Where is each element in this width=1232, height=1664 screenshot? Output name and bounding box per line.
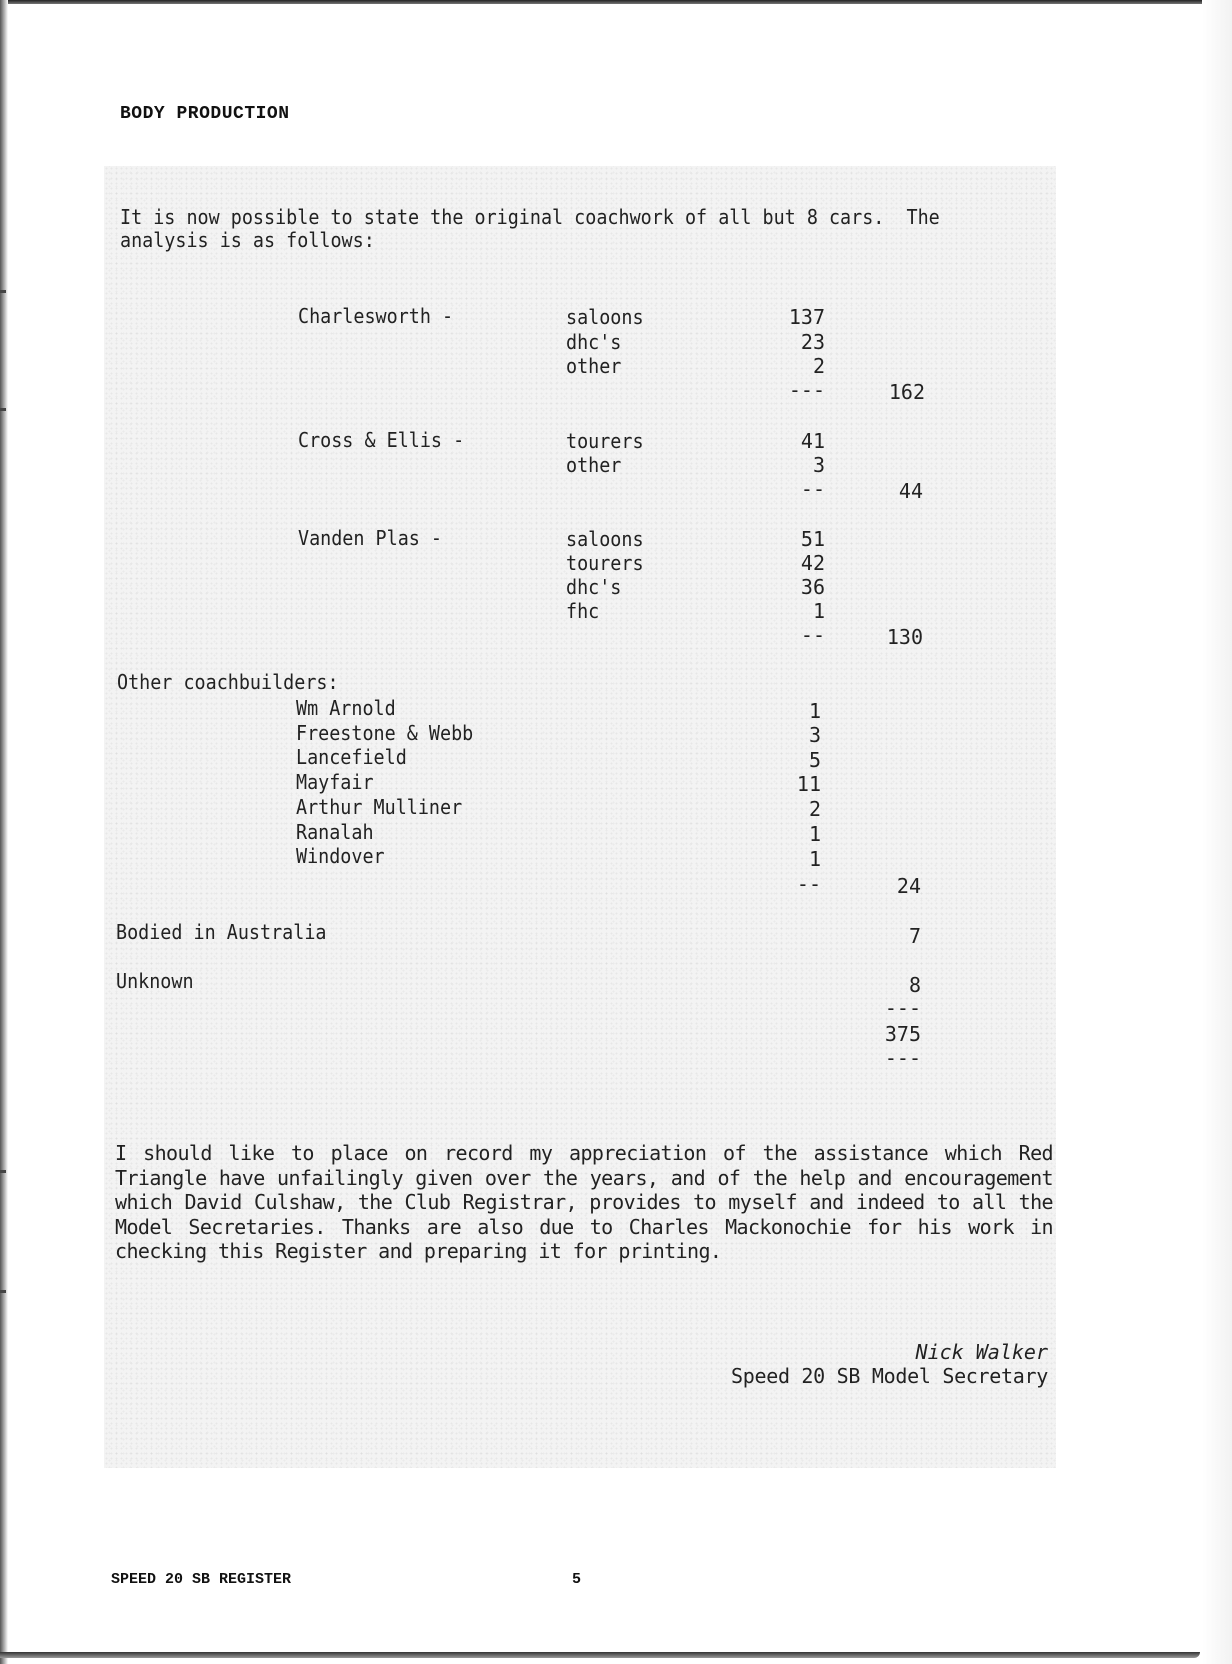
body-count: 36 bbox=[800, 575, 825, 599]
body-type: saloons bbox=[566, 527, 644, 551]
builder-name: Cross & Ellis - bbox=[298, 428, 465, 452]
body-type: tourers bbox=[566, 429, 644, 453]
unknown-total: 8 bbox=[908, 973, 921, 997]
builder-total: 44 bbox=[898, 479, 923, 503]
coachbuilder-name: Ranalah bbox=[296, 820, 374, 844]
builder-name: Vanden Plas - bbox=[298, 526, 443, 550]
footer-title: SPEED 20 SB REGISTER bbox=[111, 1571, 292, 1588]
coachbuilder-name: Mayfair bbox=[296, 770, 374, 794]
body-count: 23 bbox=[800, 330, 825, 354]
acknowledgement-paragraph: I should like to place on record my appreciation of the assistance which Red Triangle have unfailingly given over the years, and of the help and encouragement which David Culshaw, the Club Registrar, provides to myself and indeed to all the Model Secretaries. Thanks are also due to Charles Mackonochie for his work in checking this Register and preparing it for printing. bbox=[115, 1141, 1053, 1263]
australia-total: 7 bbox=[908, 924, 921, 948]
body-type: tourers bbox=[566, 551, 644, 575]
australia-label: Bodied in Australia bbox=[116, 920, 327, 944]
body-type: dhc's bbox=[566, 575, 622, 599]
coachbuilder-name: Wm Arnold bbox=[296, 696, 396, 720]
builder-total: 130 bbox=[886, 625, 923, 649]
page-number: 5 bbox=[572, 1571, 582, 1588]
body-type: other bbox=[566, 354, 622, 378]
scan-mark bbox=[0, 408, 6, 411]
other-coachbuilders-label: Other coachbuilders: bbox=[117, 670, 339, 694]
coachbuilder-count: 2 bbox=[808, 797, 821, 821]
scan-edge-right bbox=[1202, 0, 1232, 1664]
coachbuilder-count: 11 bbox=[796, 772, 821, 796]
scan-edge-bottom bbox=[0, 1652, 1200, 1658]
grand-total-rule-top: --- bbox=[884, 996, 921, 1020]
intro-line-2: analysis is as follows: bbox=[120, 228, 375, 252]
coachbuilder-name: Freestone & Webb bbox=[296, 721, 474, 745]
body-count: 137 bbox=[788, 305, 825, 329]
grand-total: 375 bbox=[884, 1022, 921, 1046]
body-type: dhc's bbox=[566, 330, 622, 354]
subtotal-rule: -- bbox=[800, 623, 825, 647]
intro-line-1: It is now possible to state the original coachwork of all but 8 cars. The bbox=[120, 205, 940, 229]
other-total: 24 bbox=[896, 874, 921, 898]
coachbuilder-count: 1 bbox=[808, 822, 821, 846]
coachbuilder-name: Windover bbox=[296, 844, 385, 868]
page-heading: BODY PRODUCTION bbox=[120, 104, 290, 124]
scan-mark bbox=[0, 1290, 6, 1293]
body-count: 42 bbox=[800, 551, 825, 575]
unknown-label: Unknown bbox=[116, 969, 194, 993]
builder-total: 162 bbox=[888, 380, 925, 404]
coachbuilder-count: 1 bbox=[808, 847, 821, 871]
body-count: 41 bbox=[800, 429, 825, 453]
scan-edge-left bbox=[0, 0, 8, 1664]
scan-edge-top bbox=[0, 0, 1232, 4]
coachbuilder-count: 3 bbox=[808, 723, 821, 747]
scan-mark bbox=[0, 290, 6, 293]
subtotal-rule: --- bbox=[788, 378, 825, 402]
body-type: saloons bbox=[566, 305, 644, 329]
subtotal-rule: -- bbox=[796, 872, 821, 896]
body-count: 2 bbox=[812, 354, 825, 378]
coachbuilder-count: 5 bbox=[808, 748, 821, 772]
coachbuilder-count: 1 bbox=[808, 699, 821, 723]
coachbuilder-name: Lancefield bbox=[296, 745, 407, 769]
body-type: other bbox=[566, 453, 622, 477]
scan-mark bbox=[0, 1170, 6, 1173]
coachbuilder-name: Arthur Mulliner bbox=[296, 795, 463, 819]
signature-title: Speed 20 SB Model Secretary bbox=[730, 1364, 1048, 1388]
grand-total-rule-bottom: --- bbox=[884, 1046, 921, 1070]
body-count: 3 bbox=[812, 453, 825, 477]
builder-name: Charlesworth - bbox=[298, 304, 454, 328]
signature-name: Nick Walker bbox=[915, 1340, 1048, 1364]
body-type: fhc bbox=[566, 599, 600, 623]
body-count: 1 bbox=[812, 599, 825, 623]
body-count: 51 bbox=[800, 527, 825, 551]
subtotal-rule: -- bbox=[800, 477, 825, 501]
